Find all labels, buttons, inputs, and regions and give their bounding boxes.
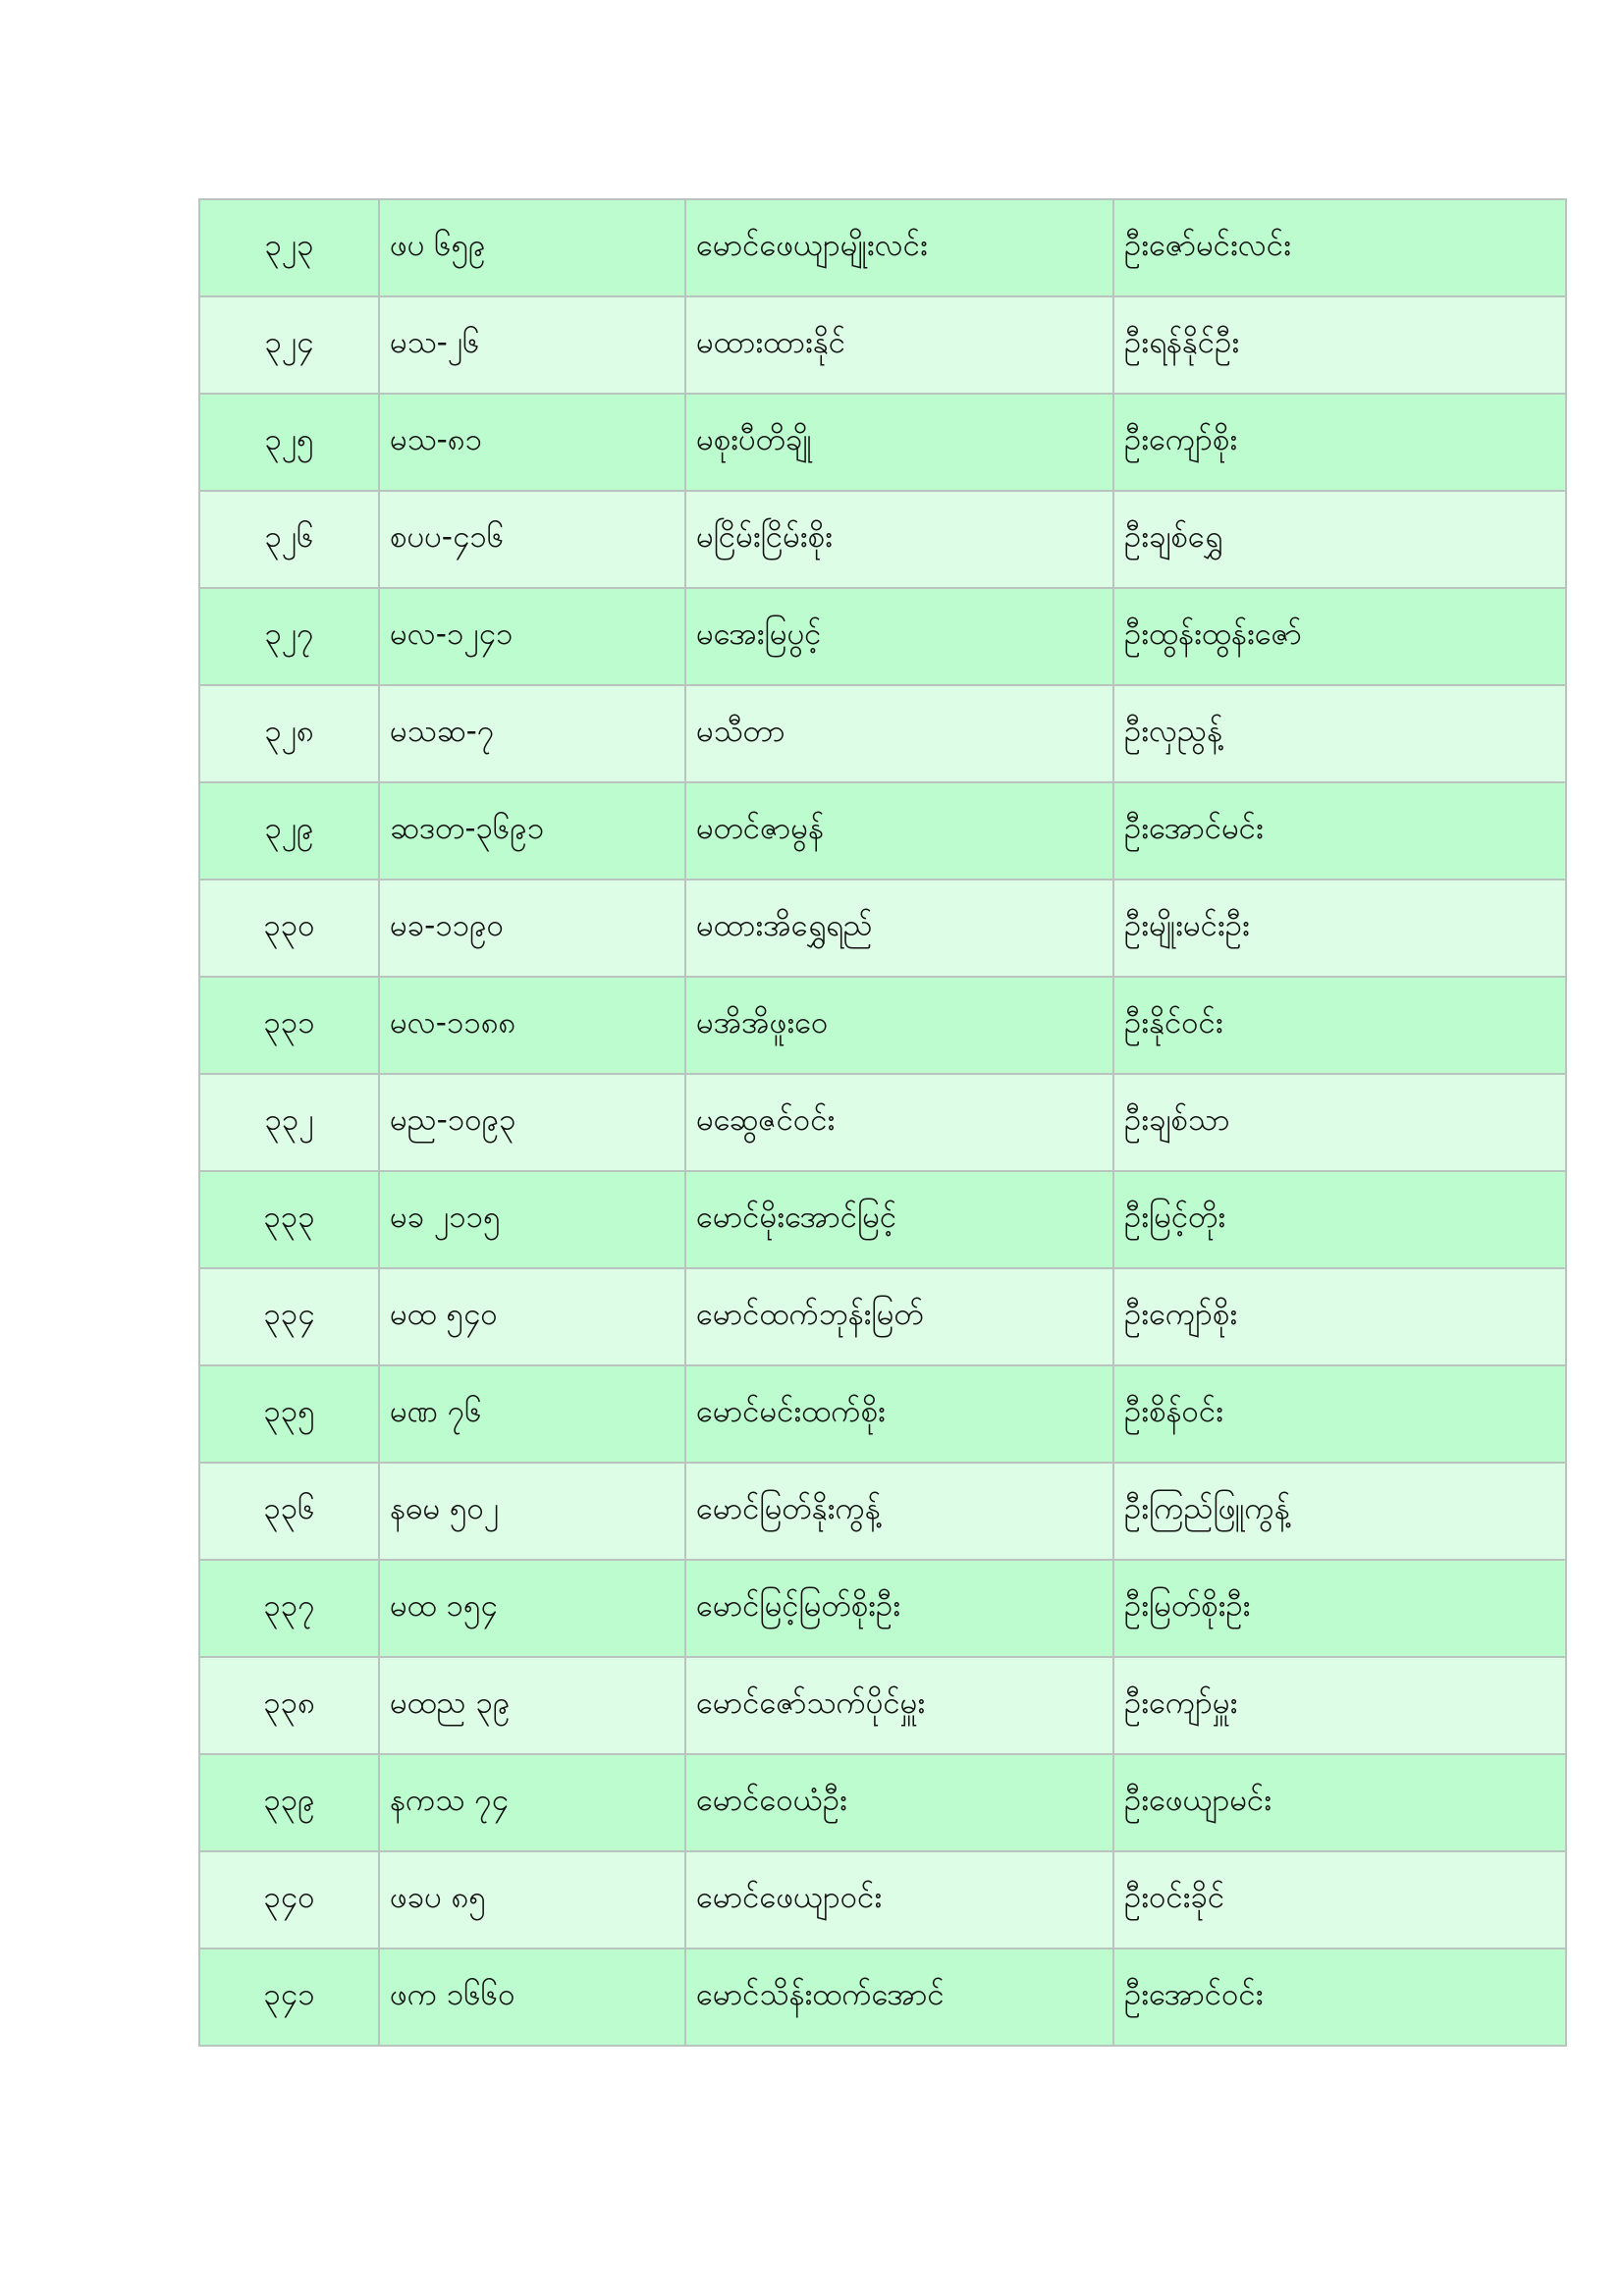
student-name-cell: မထားထားနိုင် bbox=[685, 296, 1113, 394]
father-name-cell: ဦးနိုင်ဝင်း bbox=[1113, 977, 1566, 1074]
serial-number-cell: ၃၂၆ bbox=[199, 491, 379, 588]
records-table bbox=[198, 198, 1567, 2047]
father-name-cell: ဦးဖေယျာမင်း bbox=[1113, 1754, 1566, 1851]
father-name-cell: ဦးအောင်ဝင်း bbox=[1113, 1949, 1566, 2046]
serial-number-cell: ၃၃၁ bbox=[199, 977, 379, 1074]
student-name-cell: မအိအိဖူးဝေ bbox=[685, 977, 1113, 1074]
table-row bbox=[199, 1074, 1566, 1171]
table-row bbox=[199, 394, 1566, 491]
father-name-cell: ဦးစိန်ဝင်း bbox=[1113, 1365, 1566, 1463]
father-name-cell: ဦးချစ်ရွှေ bbox=[1113, 491, 1566, 588]
father-name-cell: ဦးလှညွန့် bbox=[1113, 685, 1566, 782]
serial-number-cell: ၃၂၅ bbox=[199, 394, 379, 491]
student-name-cell: မသီတာ bbox=[685, 685, 1113, 782]
table-row bbox=[199, 1463, 1566, 1560]
table-row bbox=[199, 1560, 1566, 1657]
id-code-cell: မလ-၁၁၈၈ bbox=[379, 977, 685, 1074]
student-name-cell: မထားအိရွှေရည် bbox=[685, 880, 1113, 977]
serial-number-cell: ၃၃၄ bbox=[199, 1268, 379, 1365]
father-name-cell: ဦးထွန်းထွန်းဇော် bbox=[1113, 588, 1566, 685]
id-code-cell: မခ-၁၁၉၀ bbox=[379, 880, 685, 977]
serial-number-cell: ၃၄၀ bbox=[199, 1851, 379, 1949]
student-name-cell: မောင်မိုးအောင်မြင့် bbox=[685, 1171, 1113, 1268]
student-name-cell: မဆွေဇင်ဝင်း bbox=[685, 1074, 1113, 1171]
id-code-cell: မခ ၂၁၁၅ bbox=[379, 1171, 685, 1268]
student-name-cell: မောင်ဇော်သက်ပိုင်မှူး bbox=[685, 1657, 1113, 1754]
student-name-cell: မောင်မင်းထက်စိုး bbox=[685, 1365, 1113, 1463]
father-name-cell: ဦးကျော်စိုး bbox=[1113, 1268, 1566, 1365]
table-row bbox=[199, 1949, 1566, 2046]
student-name-cell: မစုးပီတိချို bbox=[685, 394, 1113, 491]
id-code-cell: မလ-၁၂၄၁ bbox=[379, 588, 685, 685]
serial-number-cell: ၃၃၉ bbox=[199, 1754, 379, 1851]
student-name-cell: မောင်ဖေယျာမျိုးလင်း bbox=[685, 199, 1113, 296]
table-row bbox=[199, 1171, 1566, 1268]
id-code-cell: မသ-၈၁ bbox=[379, 394, 685, 491]
table-row bbox=[199, 199, 1566, 296]
id-code-cell: မထ ၅၄၀ bbox=[379, 1268, 685, 1365]
table-row bbox=[199, 1268, 1566, 1365]
table-row bbox=[199, 491, 1566, 588]
serial-number-cell: ၃၃၇ bbox=[199, 1560, 379, 1657]
table-row bbox=[199, 1365, 1566, 1463]
serial-number-cell: ၃၃၀ bbox=[199, 880, 379, 977]
serial-number-cell: ၃၃၆ bbox=[199, 1463, 379, 1560]
serial-number-cell: ၃၃၃ bbox=[199, 1171, 379, 1268]
table-row bbox=[199, 296, 1566, 394]
table-row bbox=[199, 782, 1566, 880]
father-name-cell: ဦးချစ်သာ bbox=[1113, 1074, 1566, 1171]
id-code-cell: မသဆ-၇ bbox=[379, 685, 685, 782]
student-name-cell: မအေးမြပွင့် bbox=[685, 588, 1113, 685]
table-row bbox=[199, 880, 1566, 977]
student-name-cell: မောင်ထက်ဘုန်းမြတ် bbox=[685, 1268, 1113, 1365]
id-code-cell: မထည ၃၉ bbox=[379, 1657, 685, 1754]
table-row bbox=[199, 1657, 1566, 1754]
id-code-cell: နဓမ ၅၀၂ bbox=[379, 1463, 685, 1560]
id-code-cell: မဏ ၇၆ bbox=[379, 1365, 685, 1463]
father-name-cell: ဦးကျော်စိုး bbox=[1113, 394, 1566, 491]
serial-number-cell: ၃၂၈ bbox=[199, 685, 379, 782]
father-name-cell: ဦးရန်နိုင်ဦး bbox=[1113, 296, 1566, 394]
serial-number-cell: ၃၂၄ bbox=[199, 296, 379, 394]
father-name-cell: ဦးမြတ်စိုးဦး bbox=[1113, 1560, 1566, 1657]
serial-number-cell: ၃၃၂ bbox=[199, 1074, 379, 1171]
student-name-cell: မောင်ဝေယံဦး bbox=[685, 1754, 1113, 1851]
father-name-cell: ဦးကျော်မှူး bbox=[1113, 1657, 1566, 1754]
id-code-cell: နကသ ၇၄ bbox=[379, 1754, 685, 1851]
student-name-cell: မတင်ဇာမွန် bbox=[685, 782, 1113, 880]
serial-number-cell: ၃၃၈ bbox=[199, 1657, 379, 1754]
id-code-cell: ဖခပ ၈၅ bbox=[379, 1851, 685, 1949]
id-code-cell: ဖပ ၆၅၉ bbox=[379, 199, 685, 296]
table-row bbox=[199, 1754, 1566, 1851]
records-body bbox=[199, 199, 1566, 2046]
father-name-cell: ဦးဝင်းခိုင် bbox=[1113, 1851, 1566, 1949]
student-name-cell: မောင်မြင့်မြတ်စိုးဦး bbox=[685, 1560, 1113, 1657]
id-code-cell: ဆဒတ-၃၆၉၁ bbox=[379, 782, 685, 880]
father-name-cell: ဦးဇော်မင်းလင်း bbox=[1113, 199, 1566, 296]
id-code-cell: မည-၁၀၉၃ bbox=[379, 1074, 685, 1171]
table-row bbox=[199, 977, 1566, 1074]
serial-number-cell: ၃၂၉ bbox=[199, 782, 379, 880]
id-code-cell: စပပ-၄၁၆ bbox=[379, 491, 685, 588]
student-name-cell: မငြိမ်းငြိမ်းစိုး bbox=[685, 491, 1113, 588]
serial-number-cell: ၃၂၃ bbox=[199, 199, 379, 296]
id-code-cell: ဖက ၁၆၆၀ bbox=[379, 1949, 685, 2046]
student-name-cell: မောင်သိန်းထက်အောင် bbox=[685, 1949, 1113, 2046]
student-name-cell: မောင်မြတ်နိုးကွန့် bbox=[685, 1463, 1113, 1560]
table-row bbox=[199, 588, 1566, 685]
father-name-cell: ဦးမျိုးမင်းဦး bbox=[1113, 880, 1566, 977]
table-row bbox=[199, 685, 1566, 782]
id-code-cell: မထ ၁၅၄ bbox=[379, 1560, 685, 1657]
serial-number-cell: ၃၂၇ bbox=[199, 588, 379, 685]
id-code-cell: မသ-၂၆ bbox=[379, 296, 685, 394]
father-name-cell: ဦးကြည်ဖြူကွန့် bbox=[1113, 1463, 1566, 1560]
serial-number-cell: ၃၄၁ bbox=[199, 1949, 379, 2046]
father-name-cell: ဦးမြင့်တိုး bbox=[1113, 1171, 1566, 1268]
table-row bbox=[199, 1851, 1566, 1949]
father-name-cell: ဦးအောင်မင်း bbox=[1113, 782, 1566, 880]
student-name-cell: မောင်ဖေယျာဝင်း bbox=[685, 1851, 1113, 1949]
serial-number-cell: ၃၃၅ bbox=[199, 1365, 379, 1463]
